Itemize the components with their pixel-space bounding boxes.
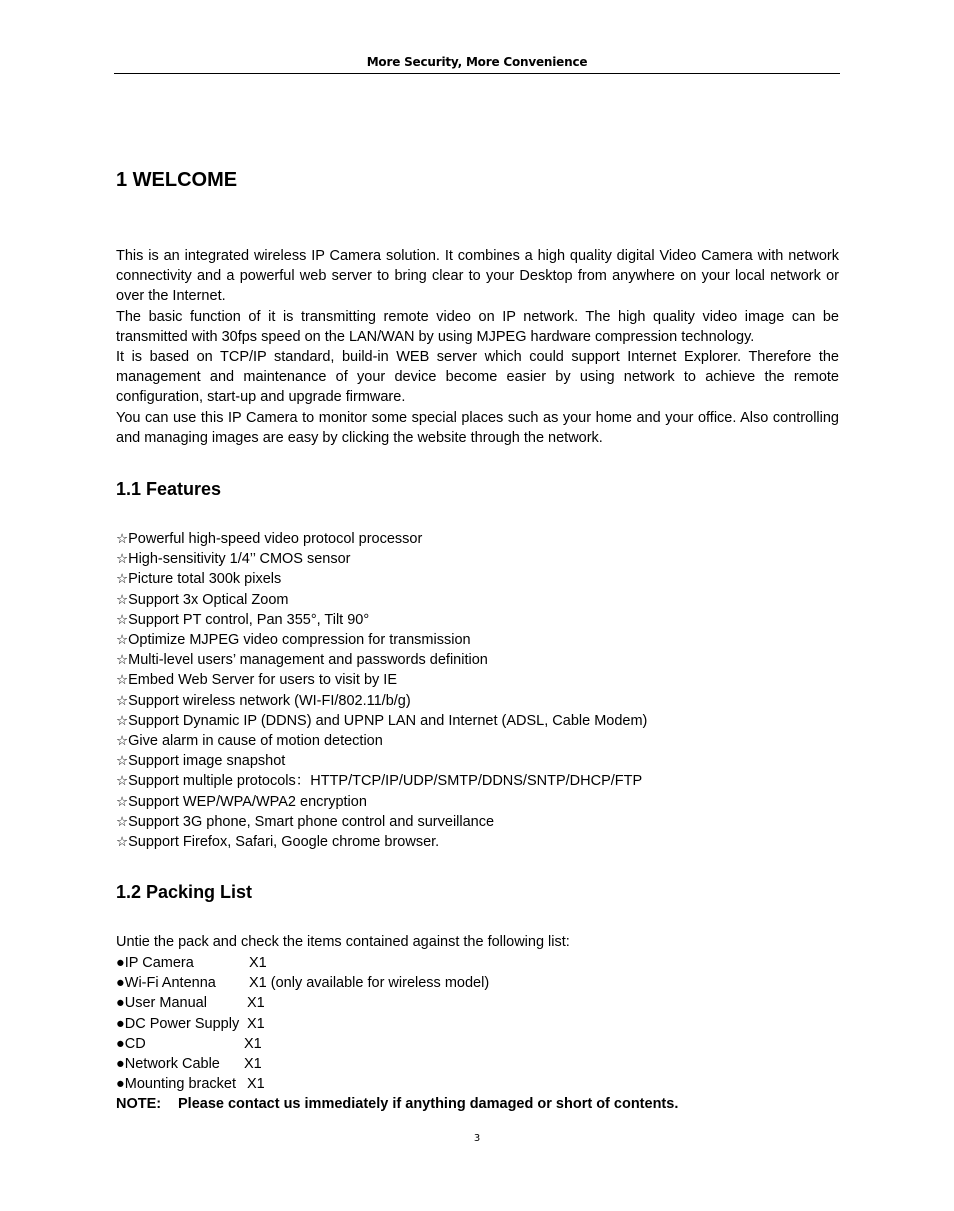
dot-bullet-icon: ● [116, 1035, 125, 1052]
section-title-welcome: 1 WELCOME [116, 169, 238, 191]
list-item [116, 973, 839, 993]
packing-item-qty: X1 [244, 1056, 262, 1073]
star-bullet-icon: ☆ [116, 733, 129, 750]
star-bullet-icon: ☆ [116, 834, 129, 851]
list-item [116, 1014, 839, 1034]
page-number: 3 [473, 1133, 481, 1144]
list-item [116, 1054, 839, 1074]
welcome-paragraph: The basic function of it is transmitting remote video on IP network. The high quality video image can be transmitted with 30fps speed on the LAN/WAN by using MJPEG hardware compression technology. [116, 308, 839, 345]
welcome-paragraph: This is an integrated wireless IP Camera solution. It combines a high quality digital Video Camera with network connectivity and a powerful web server to bring clear to your Desktop from anywhere on your local network or over the Internet. [116, 248, 839, 305]
feature-text: Optimize MJPEG video compression for transmission [128, 632, 471, 649]
list-item [116, 630, 839, 650]
packing-item-name: User Manual [124, 995, 207, 1012]
list-item [116, 529, 839, 549]
feature-text: Support PT control, Pan 355°, Tilt 90° [128, 611, 370, 628]
list-item [116, 812, 839, 832]
list-item [116, 650, 839, 670]
dot-bullet-icon: ● [116, 995, 125, 1012]
star-bullet-icon: ☆ [116, 692, 129, 709]
star-bullet-icon: ☆ [116, 813, 129, 830]
packing-list [116, 953, 839, 1094]
feature-text: Support 3G phone, Smart phone control and surveillance [128, 813, 495, 830]
list-item [116, 711, 839, 731]
note-label: NOTE: [116, 1096, 162, 1112]
packing-item-qty: X1 [247, 1076, 265, 1093]
list-item [116, 953, 839, 973]
packing-note [116, 1094, 678, 1114]
dot-bullet-icon: ● [116, 1056, 125, 1073]
packing-intro: Untie the pack and check the items contained against the following list: [116, 934, 570, 950]
star-bullet-icon: ☆ [116, 551, 129, 568]
list-item [116, 610, 839, 630]
packing-item-qty: X1 [247, 1015, 265, 1032]
feature-text: Give alarm in cause of motion detection [128, 733, 383, 750]
star-bullet-icon: ☆ [116, 632, 129, 649]
dot-bullet-icon: ● [116, 1076, 125, 1093]
list-item [116, 549, 839, 569]
feature-text: Support wireless network (WI-FI/802.11/b/g) [128, 692, 411, 709]
packing-item-qty: X1 [249, 955, 267, 971]
packing-item-name: Mounting bracket [124, 1076, 236, 1093]
dot-bullet-icon: ● [116, 975, 125, 992]
feature-text: Embed Web Server for users to visit by IE [128, 672, 397, 689]
packing-item-name: DC Power Supply [124, 1015, 240, 1032]
feature-text: Support WEP/WPA/WPA2 encryption [128, 793, 367, 810]
dot-bullet-icon: ● [116, 1015, 125, 1032]
packing-item-name: IP Camera [124, 955, 194, 971]
feature-text: Support 3x Optical Zoom [128, 591, 289, 608]
packing-item-name: CD [124, 1035, 146, 1052]
feature-text: High-sensitivity 1/4’’ CMOS sensor [128, 551, 351, 568]
list-item [116, 1034, 839, 1054]
star-bullet-icon: ☆ [116, 611, 129, 628]
feature-text: Picture total 300k pixels [128, 571, 282, 588]
list-item [116, 691, 839, 711]
list-item [116, 590, 839, 610]
packing-item-qty: X1 [247, 995, 265, 1012]
running-header: More Security, More Convenience [366, 55, 588, 69]
star-bullet-icon: ☆ [116, 591, 129, 608]
star-bullet-icon: ☆ [116, 712, 129, 729]
list-item [116, 832, 839, 852]
dot-bullet-icon: ● [116, 955, 125, 971]
list-item [116, 670, 839, 690]
packing-item-name: Wi-Fi Antenna [124, 975, 216, 992]
list-item [116, 771, 839, 791]
features-list [116, 529, 839, 852]
welcome-body [116, 246, 839, 448]
star-bullet-icon: ☆ [116, 571, 129, 588]
star-bullet-icon: ☆ [116, 531, 129, 547]
welcome-paragraph: You can use this IP Camera to monitor some special places such as your home and your office. Also controlling and managing images are easy by clicking the website through the network. [116, 409, 839, 446]
list-item [116, 731, 839, 751]
note-text: Please contact us immediately if anything damaged or short of contents. [178, 1096, 679, 1112]
feature-text: Powerful high-speed video protocol processor [128, 531, 423, 547]
feature-text: Support image snapshot [128, 753, 286, 770]
packing-item-name: Network Cable [124, 1056, 220, 1073]
feature-text: Support Firefox, Safari, Google chrome browser. [128, 834, 440, 851]
section-title-features: 1.1 Features [116, 479, 222, 499]
packing-item-qty: X1 (only available for wireless model) [249, 975, 490, 992]
section-title-packing-list: 1.2 Packing List [116, 882, 253, 902]
star-bullet-icon: ☆ [116, 773, 129, 790]
feature-text: Support multiple protocols：HTTP/TCP/IP/UDP/SMTP/DDNS/SNTP/DHCP/FTP [128, 773, 643, 790]
star-bullet-icon: ☆ [116, 672, 129, 689]
feature-text: Support Dynamic IP (DDNS) and UPNP LAN and Internet (ADSL, Cable Modem) [128, 712, 648, 729]
welcome-paragraph: It is based on TCP/IP standard, build-in WEB server which could support Internet Explorer. Therefore the management and maintenance of your device become easier by using network to achieve the remote configuration, start-up and upgrade firmware. [116, 349, 839, 406]
star-bullet-icon: ☆ [116, 793, 129, 810]
star-bullet-icon: ☆ [116, 753, 129, 770]
header-divider [114, 73, 840, 74]
star-bullet-icon: ☆ [116, 652, 129, 669]
list-item [116, 569, 839, 589]
packing-item-qty: X1 [244, 1035, 262, 1052]
list-item [116, 1074, 839, 1094]
list-item [116, 792, 839, 812]
list-item [116, 993, 839, 1013]
list-item [116, 751, 839, 771]
feature-text: Multi-level users’ management and passwords definition [128, 652, 488, 669]
